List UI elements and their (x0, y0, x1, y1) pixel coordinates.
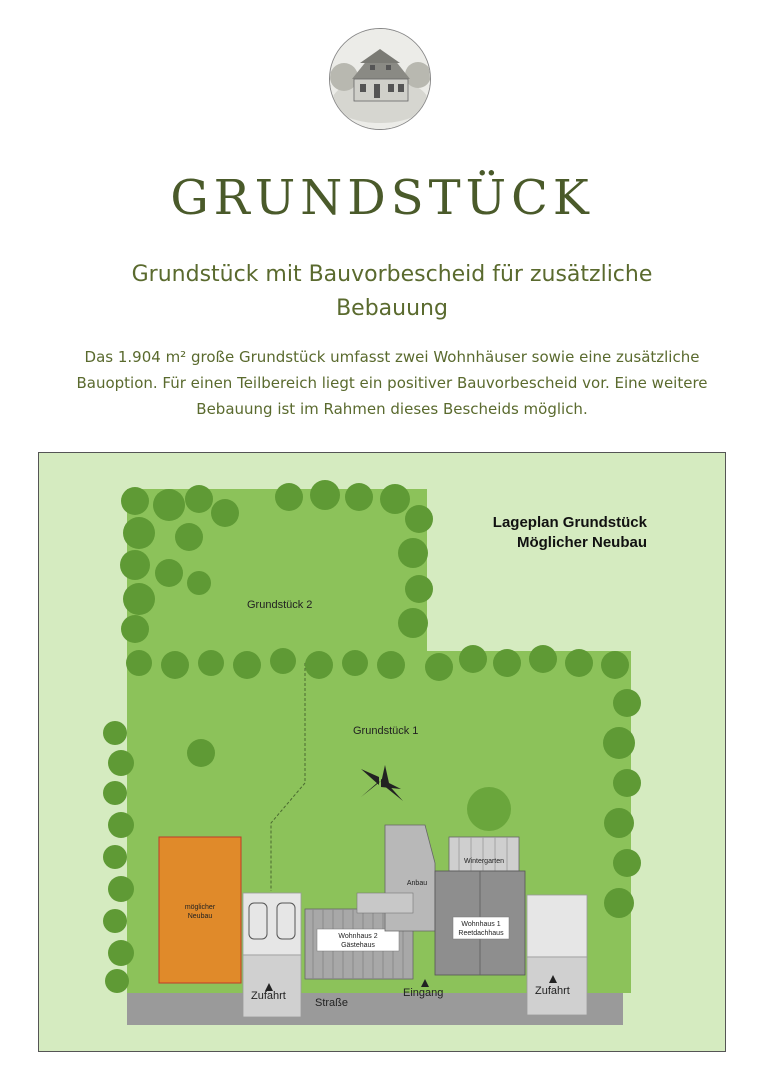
description-line: Das 1.904 m² große Grundstück umfasst zwei Wohnhäuser sowie eine zusätzliche (84, 348, 700, 366)
label-winter-garden: Wintergarten (463, 858, 505, 865)
subtitle-line: Grundstück mit Bauvorbescheid für zusätzliche (131, 262, 653, 287)
tree-icon (467, 787, 511, 831)
label-line: Neubau (187, 913, 213, 920)
driveway-left (243, 955, 301, 1017)
parking-right (527, 895, 587, 957)
description (52, 344, 732, 422)
label-new-building (167, 903, 233, 921)
label-street: Straße (315, 997, 349, 1009)
label-annex: Anbau (406, 880, 428, 887)
logo (329, 28, 431, 130)
label-plot-2: Grundstück 2 (247, 599, 313, 611)
site-plan (38, 452, 726, 1052)
label-line: Wohnhaus 1 (461, 921, 501, 928)
description-line: Bebauung ist im Rahmen dieses Bescheids möglich. (196, 400, 588, 418)
plan-title (443, 513, 647, 553)
annex-2 (357, 893, 413, 913)
page-subtitle (90, 258, 694, 326)
tree-icon (187, 739, 215, 767)
label-plot-1: Grundstück 1 (353, 725, 419, 737)
label-driveway-left: Zufahrt (251, 990, 286, 1002)
annex (385, 825, 435, 931)
label-driveway-right: Zufahrt (535, 985, 570, 997)
plan-title-line: Lageplan Grundstück (492, 514, 647, 531)
label-line: Wohnhaus 2 (338, 933, 378, 940)
plan-title-line: Möglicher Neubau (516, 534, 647, 551)
label-line: Gästehaus (341, 942, 375, 949)
label-entrance: Eingang (403, 987, 444, 999)
house-sketch-icon (330, 29, 430, 129)
label-line: Reetdachhaus (458, 930, 504, 937)
description-line: Bauoption. Für einen Teilbereich liegt ein positiver Bauvorbescheid vor. Eine weitere (76, 374, 708, 392)
label-guest-house (317, 932, 399, 950)
parking-left (243, 893, 301, 955)
label-main-house (453, 920, 509, 938)
subtitle-line: Bebauung (336, 296, 448, 321)
page-title: GRUNDSTÜCK (170, 170, 594, 226)
label-line: möglicher (184, 904, 216, 911)
